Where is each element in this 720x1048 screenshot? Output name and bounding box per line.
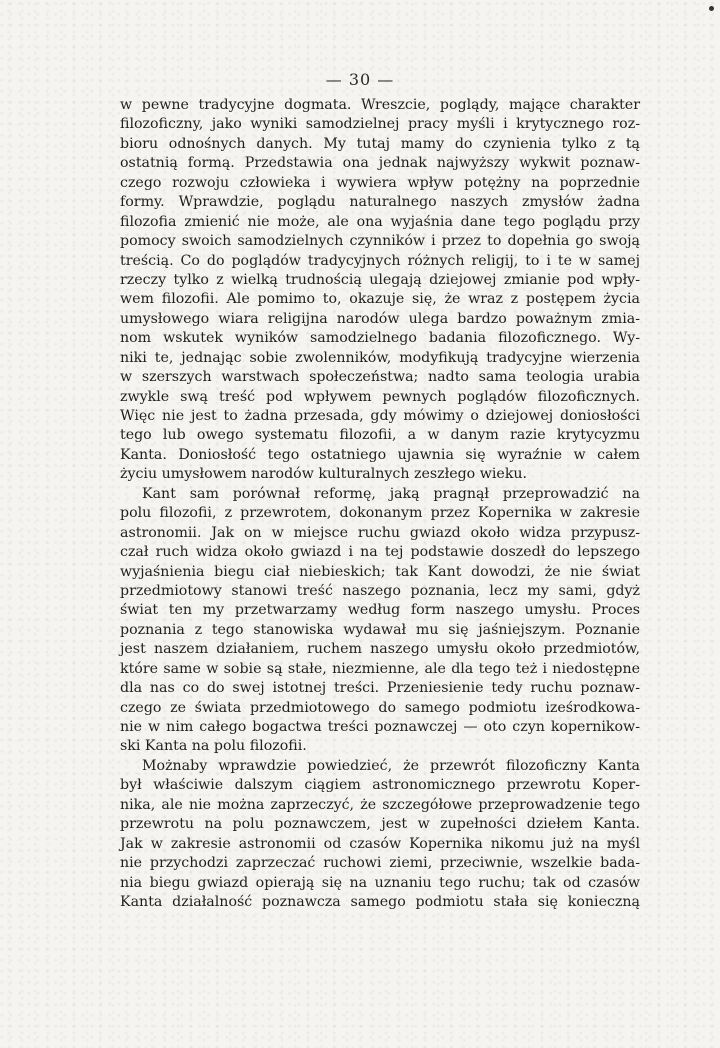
text-line: wyjaśnienia biegu ciał niebieskich; tak Kant dowodzi, że nie świat — [120, 563, 640, 580]
text-line: bioru odnośnych danych. My tutaj mamy do czynienia tylko z tą — [120, 135, 640, 152]
text-line: nia biegu gwiazd opierają się na uznaniu tego ruchu; tak od czasów — [120, 874, 640, 891]
text-line: umysłowego wiara religijna narodów ulega bardzo poważnym zmia- — [120, 310, 640, 327]
text-line: nom wskutek wyników samodzielnego badania filozoficznego. Wy- — [120, 330, 640, 347]
body-text — [120, 96, 640, 912]
text-line: wem filozofii. Ale pomimo to, okazuje się, że wraz z postępem życia — [120, 291, 640, 308]
text-line: nika, ale nie można zaprzeczyć, że szczegółowe przeprowadzenie tego — [120, 796, 640, 813]
text-line: świat ten my przetwarzamy według form naszego umysłu. Proces — [120, 602, 640, 619]
text-line: tego lub owego systematu filozofii, a w danym razie krytycyzmu — [120, 427, 640, 444]
text-line: formy. Wprawdzie, poglądu naturalnego naszych zmysłów żadna — [120, 194, 640, 211]
scan-speck — [709, 6, 714, 11]
text-line: w pewne tradycyjne dogmata. Wreszcie, poglądy, mające charakter — [120, 97, 640, 113]
paragraph-start-line: Możnaby wprawdzie powiedzieć, że przewrót filozoficzny Kanta — [142, 757, 640, 774]
text-line: jest naszem działaniem, ruchem naszego umysłu około przedmiotów, — [120, 641, 640, 658]
text-line: nie przychodzi zaprzeczać ruchowi ziemi, przeciwnie, wszelkie bada- — [120, 855, 640, 872]
text-line: nie w nim całego bogactwa treści poznawczej — oto czyn kopernikow- — [120, 719, 640, 735]
text-line: poznania z tego stanowiska wydawał mu się jaśniejszym. Poznanie — [120, 621, 640, 638]
text-line: Kanta. Doniosłość tego ostatniego ujawnia się wyraźnie w całem — [120, 446, 640, 463]
text-line: był właściwie dalszym ciągiem astronomicznego przewrotu Koper- — [120, 777, 640, 794]
text-line: przewrotu na polu poznawczem, jest w zupełności dziełem Kanta. — [120, 816, 640, 833]
text-line: polu filozofii, z przewrotem, dokonanym przez Kopernika w zakresie — [120, 505, 640, 522]
text-line: rzeczy tylko z wielką trudnością ulegają dziejowej zmianie pod wpły- — [120, 271, 640, 288]
text-line: Więc nie jest to żadna przesada, gdy mówimy o dziejowej doniosłości — [120, 408, 640, 424]
text-line: w szerszych warstwach społeczeństwa; nadto sama teologia urabia — [120, 369, 640, 386]
text-line: filozofia zmienić nie może, ale ona wyjaśnia dane tego poglądu przy — [120, 213, 640, 230]
text-line: Kanta działalność poznawcza samego podmiotu stała się konieczną — [120, 893, 640, 910]
paragraph-start-line: Kant sam porównał reformę, jaką pragnął przeprowadzić na — [142, 485, 640, 502]
text-line: pomocy swoich samodzielnych czynników i przez to dopełnia go swoją — [120, 233, 640, 250]
text-line: filozoficzny, jako wyniki samodzielnej pracy myśli i krytycznego roz- — [120, 116, 640, 133]
text-line: ostatnią formą. Przedstawia ona jednak najwyższy wykwit poznaw- — [120, 155, 640, 172]
text-line: niki te, jednając sobie zwolenników, modyfikują tradycyjne wierzenia — [120, 349, 640, 366]
paragraph-end-line: ski Kanta na polu filozofii. — [120, 738, 307, 755]
text-line: treścią. Co do poglądów tradycyjnych różnych religij, to i te w samej — [120, 252, 640, 269]
text-line: dla nas co do swej istotnej treści. Przeniesienie tedy ruchu poznaw- — [120, 680, 640, 697]
paragraph-end-line: życiu umysłowem narodów kulturalnych zeszłego wieku. — [120, 466, 528, 483]
page-number: — 30 — — [325, 70, 395, 89]
text-line: czego rozwoju człowieka i wywiera wpływ potężny na poprzednie — [120, 174, 640, 191]
text-line: przedmiotowy stanowi treść naszego poznania, lecz my sami, gdyż — [120, 582, 640, 599]
text-line: Jak w zakresie astronomii od czasów Kopernika nikomu już na myśl — [120, 835, 640, 852]
text-line: astronomii. Jak on w miejsce ruchu gwiazd około widza przypusz- — [120, 524, 640, 541]
text-line: czego ze świata przedmiotowego do samego podmiotu iześrodkowa- — [120, 699, 640, 716]
text-line: zwykle swą treść pod wpływem pewnych poglądów filozoficznych. — [120, 388, 640, 405]
text-line: które same w sobie są stałe, niezmienne, ale dla tego też i niedostępne — [120, 660, 640, 677]
text-line: czał ruch widza około gwiazd i na tej podstawie doszedł do lepszego — [120, 544, 640, 561]
